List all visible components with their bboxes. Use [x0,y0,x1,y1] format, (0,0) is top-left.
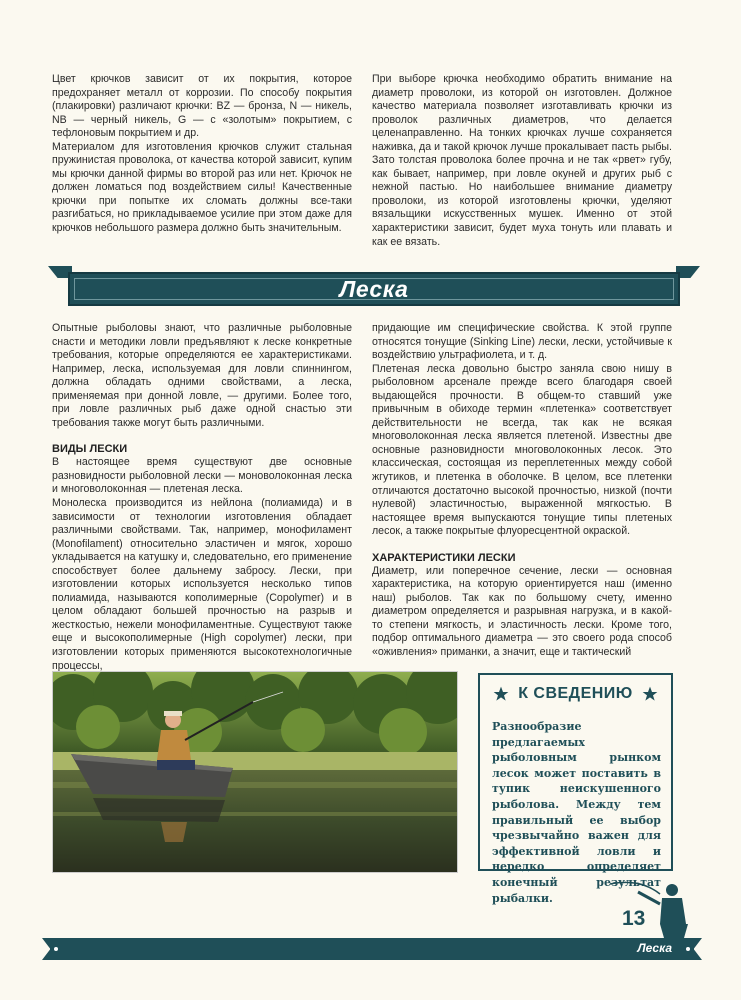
footer-dot [686,947,690,951]
mid-right-column [372,322,672,660]
footer-dot [54,947,58,951]
section-banner [48,266,700,310]
paragraph-hook-material: Материалом для изготовления крючков служит стальная пружинистая проволока, от качества которой зависит, купим мы крючки данной фирмы во второй раз или нет. Крючок не должен ломаться под воздействием силы! Качественные крючки при попытке их сломать должны все-таки разгибаться, но прикладываемое усилие при этом даже для крючков небольшого размера должно быть значительным. [52,140,352,235]
page-number: 13 [622,907,646,930]
paragraph-hook-coating: Цвет крючков зависит от их покрытия, которое предохраняет металл от коррозии. По способу покрытия (плакировки) различают крючки: BZ — бронза, N — никель, NB — черный никель, G — с «золотым» покрытием, с тефлоновым покрытием и др. [52,73,352,140]
heading-line-characteristics: ХАРАКТЕРИСТИКИ ЛЕСКИ [372,551,516,564]
footer-section-label: Леска [637,941,672,955]
paragraph-special-lines: придающие им специфические свойства. К этой группе относятся тонущие (Sinking Line) лески, лески, устойчивые к воздействию ультрафиолета, и т. д. [372,322,672,362]
info-box [478,673,673,905]
section-title: Леска [339,276,409,302]
paragraph-braided: Плетеная леска довольно быстро заняла свою нишу в рыболовном арсенале прежде всего благодаря своей выдающейся прочности. В общем-то ставший уже привычным в обиходе термин «плетенка» соответствует действительности не всегда, так как не всякая многоволоконная леска является плетеной. Известны две основные разновидности многоволоконных лесок. Это классическая, состоящая из переплетенных между собой жгутиков, и плетенка в оболочке. В целом, все плетенки отличаются достаточно высокой прочностью, низкой (почти нулевой) эластичностью, выраженной мягкостью. В настоящее время выпускаются тонущие типы плетеных лесок, а также покрытые флуоресцентной окраской. [372,362,672,538]
star-icon [642,686,658,702]
info-box-header [480,685,671,711]
star-icon [493,686,509,702]
info-box-text: Разнообразие предлагаемых рыболовным рынком лесок может поставить в тупик неискушенного рыболова. Между тем правильный ее выбор чрезвычайно важен для эффективной ловли и нередко определяет конечный результат рыбалки. [492,720,661,905]
fisherman-silhouette-icon [600,876,695,946]
paragraph-intro: Опытные рыболовы знают, что различные рыболовные снасти и методики ловли предъявляют к леске конкретные требования, которые определяются ее характеристиками. Например, леска, используемая для ловли спиннингом, должна обладать одними свойствами, а леска, применяемая при донной ловле, — другими. Более того, при ловле различных рыб даже одной снастью эти требования также могут быть различными. [52,322,352,429]
paragraph-monofilament: Монолеска производится из нейлона (полиамида) и в зависимости от технологии изготовления обладает различными свойствами. Так, например, монофиламент (Monofilament) относительно эластичен и мягок, хорошо укладывается на катушку и, следовательно, его применение способствует более дальнему забросу. Лески, при изготовлении которых используется несколько типов полиамида, называются кополимерные (Copolymer) и в целом обладают большей прочностью на разрыв и жесткостью, нежели монофиламентные. Существуют также еще и высокополимерные (High copolymer) лески, при изготовлении которых применяются высокотехнологичные процессы, [52,497,352,672]
paragraph-diameter: Диаметр, или поперечное сечение, лески — основная характеристика, на которую ориентируется наш (именно наш) рыболов. Так как по большому счету, именно диаметром определяется и разрывная нагрузка, и в какой-то степени мягкость, и эластичность лески. Кроме того, подбор оптимального диаметра — это своего рода способ «оживления» приманки, а значит, еще и тактический [372,564,672,659]
top-left-column [52,73,352,236]
paragraph-types: В настоящее время существуют две основные разновидности рыболовной лески — моноволоконная леска и многоволоконная — плетеная леска. [52,456,352,496]
photo-illustration [53,672,458,873]
footer-band [50,938,694,960]
heading-line-types: ВИДЫ ЛЕСКИ [52,443,128,456]
footer-bar [42,938,702,960]
fisherman-boat-photo [52,671,458,873]
mid-left-column [52,322,352,673]
top-right-column [372,73,672,249]
paragraph-hook-wire-diameter: При выборе крючка необходимо обратить внимание на диаметр проволоки, из которой он изготовлен. Должное качество материала позволяет изготавливать крючки из проволок различных диаметров, что делается целенаправленно. На тонких крючках лучше сохраняется наживка, да и такой крючок лучше прокалывает пасть рыбы. Зато толстая проволока более прочна и не так «рвет» губу, как бывает, например, при ловле окуней и других рыб с нежной пастью. Но наибольшее внимание диаметру проволоки, из которой изготовлены крючки, уделяют вязальщики искусственных мушек. Именно от этой характеристики зависит, будет муха тонуть или плавать и как ее вязать. [372,73,672,248]
info-box-heading: К СВЕДЕНИЮ [518,685,633,702]
